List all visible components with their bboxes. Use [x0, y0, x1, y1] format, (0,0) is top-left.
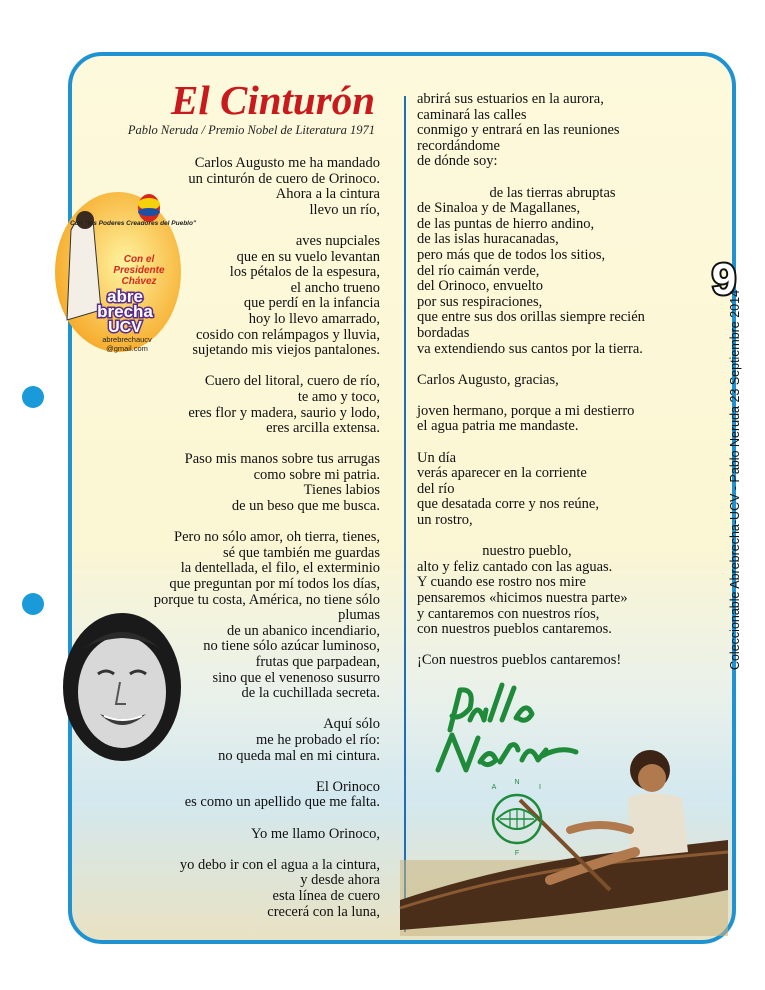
- neruda-portrait: [62, 612, 182, 762]
- poem-left-line: el ancho trueno: [290, 279, 380, 296]
- poem-title: El Cinturón: [171, 77, 375, 123]
- poem-right-line: del río caimán verde,: [417, 262, 540, 279]
- poem-left-line: te amo y toco,: [297, 388, 380, 405]
- poem-left-line: como sobre mi patria.: [253, 466, 380, 483]
- badge-brand-ucv: UCV: [108, 319, 142, 336]
- poem-left-line: no queda mal en mi cintura.: [218, 747, 380, 764]
- poem-right-line: un rostro,: [417, 512, 473, 529]
- poem-left-line: llevo un río,: [309, 201, 380, 218]
- poem-left-line: frutas que parpadean,: [255, 654, 380, 670]
- poem-left-stanza-break: [100, 437, 380, 453]
- poem-left-stanza-break: [100, 515, 380, 531]
- poem-right-stanza-break: [417, 170, 717, 186]
- poem-left-stanza-break: [100, 811, 380, 827]
- poem-left-line: que en su vuelo levantan: [236, 248, 380, 265]
- poem-right-line: recordándome: [417, 137, 500, 154]
- poem-left-stanza-break: [100, 359, 380, 375]
- poem-right-line: de las tierras abruptas: [417, 184, 616, 201]
- poem-right-stanza-break: [417, 435, 717, 451]
- poem-left-line: la dentellada, el filo, el exterminio: [180, 560, 380, 577]
- poem-right-line: conmigo y entrará en las reuniones: [417, 122, 620, 139]
- poem-left-line: porque tu costa, América, no tiene sólo: [153, 591, 380, 608]
- poem-left-line: El Orinoco: [315, 778, 380, 795]
- badge-line3: Chávez: [121, 276, 157, 287]
- poem-left-line: esta línea de cuero: [272, 887, 380, 904]
- poem-left-line: un cinturón de cuero de Orinoco.: [188, 170, 380, 187]
- poem-right-line: joven hermano, porque a mi destierro: [417, 402, 635, 419]
- poem-left-line: y desde ahora: [300, 872, 380, 889]
- page-number: 9: [711, 255, 737, 304]
- side-caption: Coleccionable Abrebrecha-UCV - Pablo Neruda 23 Septiembre 2014: [728, 289, 742, 671]
- poem-left-line: eres flor y madera, saurio y lodo,: [188, 404, 380, 421]
- poem-right-line: que desatada corre y nos reúne,: [417, 496, 599, 513]
- poem-left-line: crecerá con la luna,: [267, 903, 380, 920]
- poem-left-line: de un abanico incendiario,: [227, 622, 380, 639]
- poem-right-stanza-break: [417, 529, 717, 545]
- poem-left-line: que preguntan por mí todos los días,: [169, 576, 380, 593]
- poem-left-line: Pero no sólo amor, oh tierra, tienes,: [174, 529, 380, 546]
- poem-left-line: aves nupciales: [295, 232, 380, 249]
- poem-right-line: Y cuando ese rostro nos mire: [417, 574, 586, 591]
- badge-tagline: Con "los Poderes Creadores del Pueblo": [69, 220, 197, 227]
- poem-right-line: caminará las calles: [417, 106, 527, 123]
- poem-right-line: por sus respiraciones,: [417, 293, 543, 310]
- poem-left-line: Paso mis manos sobre tus arrugas: [184, 451, 380, 468]
- poem-left-line: me he probado el río:: [255, 731, 380, 748]
- poem-left-line: Aquí sólo: [323, 716, 380, 733]
- poem-right-line: pensaremos «hicimos nuestra parte»: [417, 590, 628, 606]
- poem-right-stanza-break: [417, 388, 717, 404]
- poem-left-line: sujetando mis viejos pantalones.: [192, 342, 380, 359]
- fish-emblem: [482, 775, 552, 857]
- poem-right-line: de dónde soy:: [417, 153, 498, 170]
- poem-right-line: de las islas huracanadas,: [417, 231, 559, 248]
- poem-right-line: Un día: [417, 449, 457, 466]
- poem-left-line: sé que también me guardas: [222, 544, 380, 561]
- binder-hole-top: [22, 386, 44, 408]
- poem-right-line: abrirá sus estuarios en la aurora,: [417, 91, 604, 107]
- poem-left-line: no tiene sólo azúcar luminoso,: [203, 638, 380, 655]
- poem-right-line: de Sinaloa y de Magallanes,: [417, 200, 581, 217]
- poem-right-line: del Orinoco, envuelto: [417, 278, 544, 295]
- poem-right-line: de las puntas de hierro andino,: [417, 215, 595, 232]
- badge-email-domain: @gmail.com: [106, 344, 148, 353]
- poem-right-line: ¡Con nuestros pueblos cantaremos!: [417, 652, 622, 669]
- poem-right-line: con nuestros pueblos cantaremos.: [417, 621, 612, 638]
- poem-right-line: y cantaremos con nuestros ríos,: [417, 605, 600, 622]
- poem-right-line: que entre sus dos orillas siempre recién: [417, 309, 645, 326]
- poem-right-stanza-break: [417, 357, 717, 373]
- emblem-letter-i: I: [539, 784, 541, 791]
- poem-left-stanza-break: [100, 842, 380, 858]
- poem-left-line: sino que el venenoso susurro: [212, 669, 380, 686]
- poem-right-line: bordadas: [417, 324, 470, 341]
- poem-left-line: de un beso que me busca.: [231, 498, 380, 515]
- poem-left-line: que perdí en la infancia: [243, 295, 380, 312]
- emblem-letter-a: A: [491, 784, 497, 791]
- poem-left-line: es como un apellido que me falta.: [184, 794, 380, 811]
- poem-right-line: nuestro pueblo,: [417, 543, 572, 560]
- poem-author: Pablo Neruda / Premio Nobel de Literatura 1971: [127, 123, 375, 137]
- poem-right-line: alto y feliz cantado con las aguas.: [417, 558, 613, 575]
- poem-left-line: Cuero del litoral, cuero de río,: [204, 373, 380, 390]
- badge-line2: Presidente: [113, 265, 165, 276]
- poem-left-line: Yo me llamo Orinoco,: [250, 825, 380, 842]
- poem-right-line: pero más que de todos los sitios,: [417, 246, 606, 263]
- poem-right-line: Carlos Augusto, gracias,: [417, 371, 559, 388]
- poem-left-line: hoy lo llevo amarrado,: [248, 310, 380, 327]
- badge-brand-abre: abre: [107, 287, 143, 306]
- poem-left-line: plumas: [338, 607, 380, 624]
- poem-left-line: eres arcilla extensa.: [266, 420, 380, 437]
- poem-left-line: los pétalos de la espesura,: [229, 264, 380, 281]
- poem-right-column: [417, 92, 717, 669]
- emblem-letter-n: N: [514, 779, 520, 786]
- poem-right-line: del río: [417, 480, 455, 497]
- poem-left-line: Carlos Augusto me ha mandado: [194, 155, 380, 171]
- poem-left-line: Ahora a la cintura: [275, 186, 380, 203]
- badge-line1: Con el: [123, 254, 155, 265]
- poem-right-line: va extendiendo sus cantos por la tierra.: [417, 340, 643, 357]
- badge-brand-brecha: brecha: [97, 302, 153, 321]
- binder-hole-bottom: [22, 593, 44, 615]
- poem-left-line: de la cuchillada secreta.: [241, 685, 380, 702]
- abrebrecha-badge: [53, 190, 197, 355]
- poem-right-line: el agua patria me mandaste.: [417, 418, 579, 435]
- poem-left-line: Tienes labios: [303, 482, 380, 499]
- poem-left-line: cosido con relámpagos y lluvia,: [195, 326, 380, 343]
- badge-email-user: abrebrechaucv: [102, 335, 152, 344]
- poem-left-stanza-break: [100, 764, 380, 780]
- neruda-signature: [430, 680, 580, 780]
- poem-left-line: yo debo ir con el agua a la cintura,: [179, 856, 380, 873]
- poem-right-stanza-break: [417, 638, 717, 654]
- emblem-letter-f: F: [514, 850, 520, 857]
- poem-right-line: verás aparecer en la corriente: [417, 465, 587, 482]
